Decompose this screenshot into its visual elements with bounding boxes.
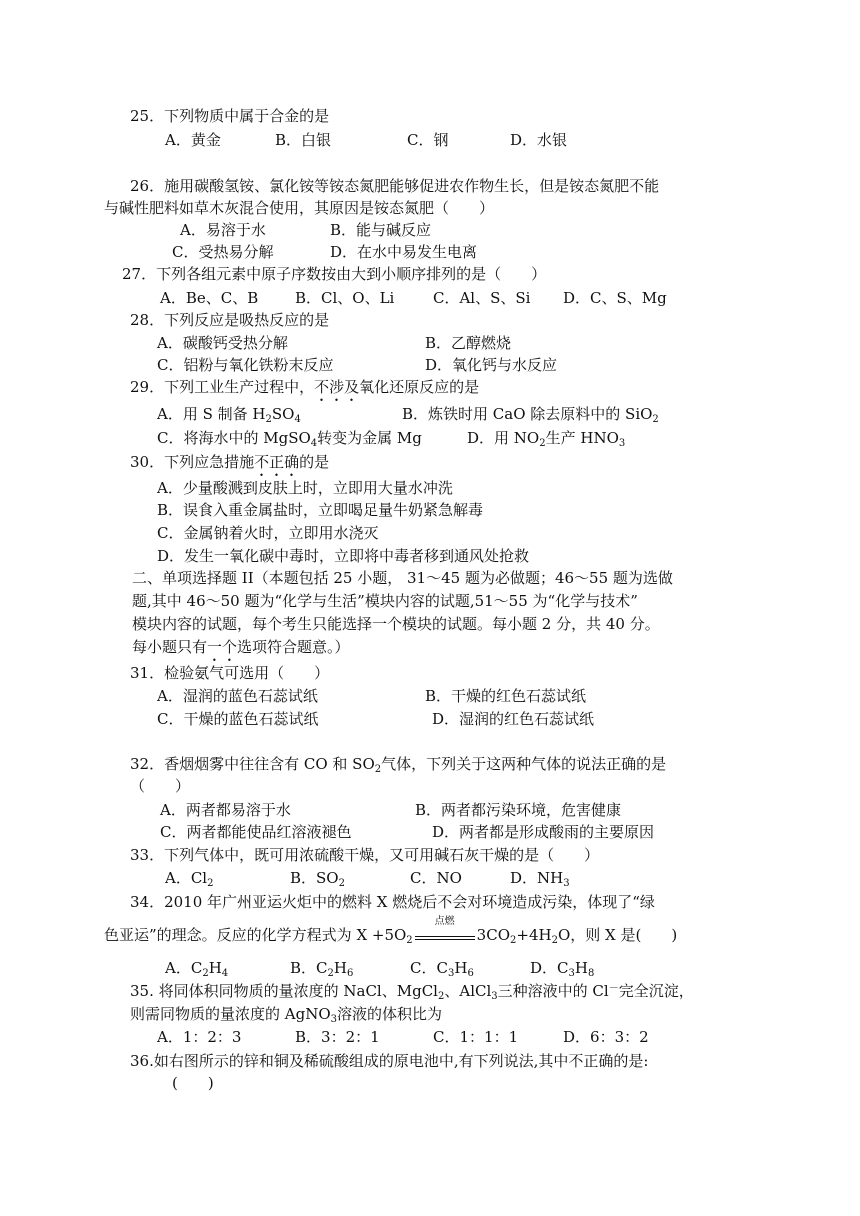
- q30-option-c: C．金属钠着火时，立即用水浇灭: [157, 524, 379, 542]
- emphasis-text: 不涉及: [314, 378, 360, 396]
- q29-option-c: C．将海水中的 MgSO$_4$转变为金属 Mg: [157, 429, 422, 449]
- q27-option-c: C．Al、S、Si: [433, 289, 531, 307]
- q26-option-d: D．在水中易发生电离: [330, 243, 478, 261]
- q35-option-b: B．3：2：1: [295, 1028, 380, 1046]
- q28-option-b: B．乙醇燃烧: [425, 334, 512, 352]
- q30-option-d: D．发生一氧化碳中毒时，立即将中毒者移到通风处抢救: [157, 547, 530, 565]
- q31-option-a: A．湿润的蓝色石蕊试纸: [157, 687, 318, 705]
- q25-option-c: C．钢: [407, 131, 449, 149]
- q33-stem: 33．下列气体中，既可用浓硫酸干燥，又可用碱石灰干燥的是（ ）: [130, 846, 600, 864]
- q28-stem: 28．下列反应是吸热反应的是: [130, 311, 330, 329]
- q25-option-d: D．水银: [510, 131, 568, 149]
- q31-option-c: C．干燥的蓝色石蕊试纸: [157, 710, 319, 728]
- q32-paren: （ ）: [130, 777, 191, 795]
- q34-option-c: C．$C_3H_6$: [410, 959, 474, 979]
- q25-option-b: B．白银: [275, 131, 332, 149]
- q36-stem: 36.如右图所示的锌和铜及稀硫酸组成的原电池中,有下列说法,其中不正确的是:: [130, 1052, 649, 1070]
- q29-stem: 29．下列工业生产过程中，不涉及氧化还原反应的是: [130, 378, 480, 396]
- q34-option-d: D．$C_3H_8$: [530, 959, 595, 979]
- q32-option-b: B．两者都污染环境，危害健康: [415, 801, 622, 819]
- q33-option-b: B．$SO_2$: [290, 869, 345, 889]
- q26-stem-line1: 26．施用碳酸氢铵、氯化铵等铵态氮肥能够促进农作物生长，但是铵态氮肥不能: [130, 177, 660, 195]
- q35-option-d: D．6：3：2: [563, 1028, 649, 1046]
- emphasis-text: 一个: [207, 638, 238, 656]
- q26-option-a: A．易溶于水: [180, 221, 266, 239]
- q27-option-d: D．C、S、Mg: [563, 289, 667, 307]
- q25-option-a: A．黄金: [165, 131, 221, 149]
- q34-stem-line2: 色亚运”的理念。反应的化学方程式为 $X +5O_2$ 点燃 $3CO_2+4H_2O$，则 X 是( ): [104, 916, 678, 946]
- q34-stem-line1: 34．2010 年广州亚运火炬中的燃料 X 燃烧后不会对环境造成污染，体现了“绿: [130, 893, 655, 911]
- section2-line1: 二、单项选择题 II（本题包括 25 小题， 31～45 题为必做题；46～55 题为选做: [132, 569, 673, 587]
- q30-option-b: B．误食入重金属盐时，立即喝足量牛奶紧急解毒: [157, 501, 484, 519]
- q28-option-c: C．铝粉与氧化铁粉末反应: [157, 356, 334, 374]
- q31-option-d: D．湿润的红色石蕊试纸: [432, 710, 595, 728]
- q32-option-c: C．两者都能使品红溶液褪色: [160, 823, 352, 841]
- emphasis-text: 不正确: [254, 453, 300, 471]
- q33-option-d: D．$NH_3$: [510, 869, 570, 889]
- q26-stem-line2: 与碱性肥料如草木灰混合使用，其原因是铵态氮肥（ ）: [104, 199, 495, 217]
- q35-option-c: C．1：1：1: [433, 1028, 519, 1046]
- q33-option-a: A．$Cl_2$: [165, 869, 214, 889]
- q29-option-a: A．用 S 制备 $H_2SO_4$: [157, 405, 301, 425]
- q31-option-b: B．干燥的红色石蕊试纸: [425, 687, 587, 705]
- q31-stem: 31．检验氨气可选用（ ）: [130, 664, 330, 682]
- section2-line4: 每小题只有一个选项符合题意。）: [132, 638, 350, 656]
- section2-line3: 模块内容的试题，每个考生只能选择一个模块的试题。每小题 2 分，共 40 分。: [132, 615, 660, 633]
- q26-option-b: B．能与碱反应: [330, 221, 432, 239]
- q29-option-d: D．用 $NO_2$生产 $HNO_3$: [467, 429, 626, 449]
- q32-option-a: A．两者都易溶于水: [160, 801, 291, 819]
- q28-option-a: A．碳酸钙受热分解: [157, 334, 288, 352]
- q28-option-d: D．氧化钙与水反应: [425, 356, 558, 374]
- q29-option-b: B．炼铁时用 CaO 除去原料中的 SiO$_2$: [402, 405, 659, 425]
- q35-option-a: A．1：2：3: [157, 1028, 242, 1046]
- q35-stem-line1: 35. 将同体积同物质的量浓度的 NaCl、MgCl$_2$、AlCl$_3$三种溶液中的 Cl－完全沉淀，: [130, 982, 694, 1002]
- q36-paren: ( ): [172, 1074, 214, 1092]
- section2-line2: 题,其中 46～50 题为“化学与生活”模块内容的试题,51～55 为“化学与技术”: [132, 592, 638, 610]
- q30-option-a: A．少量酸溅到皮肤上时，立即用大量水冲洗: [157, 479, 453, 497]
- reaction-condition: 点燃: [415, 927, 475, 940]
- q32-option-d: D．两者都是形成酸雨的主要原因: [432, 823, 655, 841]
- q32-stem: 32．香烟烟雾中往往含有 CO 和 $SO_2$气体，下列关于这两种气体的说法正确的是: [130, 755, 667, 775]
- q35-stem-line2: 则需同物质的量浓度的 AgNO$_3$溶液的体积比为: [130, 1005, 443, 1025]
- q34-option-a: A．$C_2H_4$: [165, 959, 229, 979]
- q27-option-a: A．Be、C、B: [160, 289, 259, 307]
- q34-option-b: B．$C_2H_6$: [290, 959, 354, 979]
- q26-option-c: C．受热易分解: [172, 243, 274, 261]
- q33-option-c: C．NO: [410, 869, 462, 887]
- q30-stem: 30．下列应急措施不正确的是: [130, 453, 330, 471]
- q25-stem: 25．下列物质中属于合金的是: [130, 107, 330, 125]
- q27-stem: 27．下列各组元素中原子序数按由大到小顺序排列的是（ ）: [122, 265, 547, 283]
- q27-option-b: B．Cl、O、Li: [295, 289, 395, 307]
